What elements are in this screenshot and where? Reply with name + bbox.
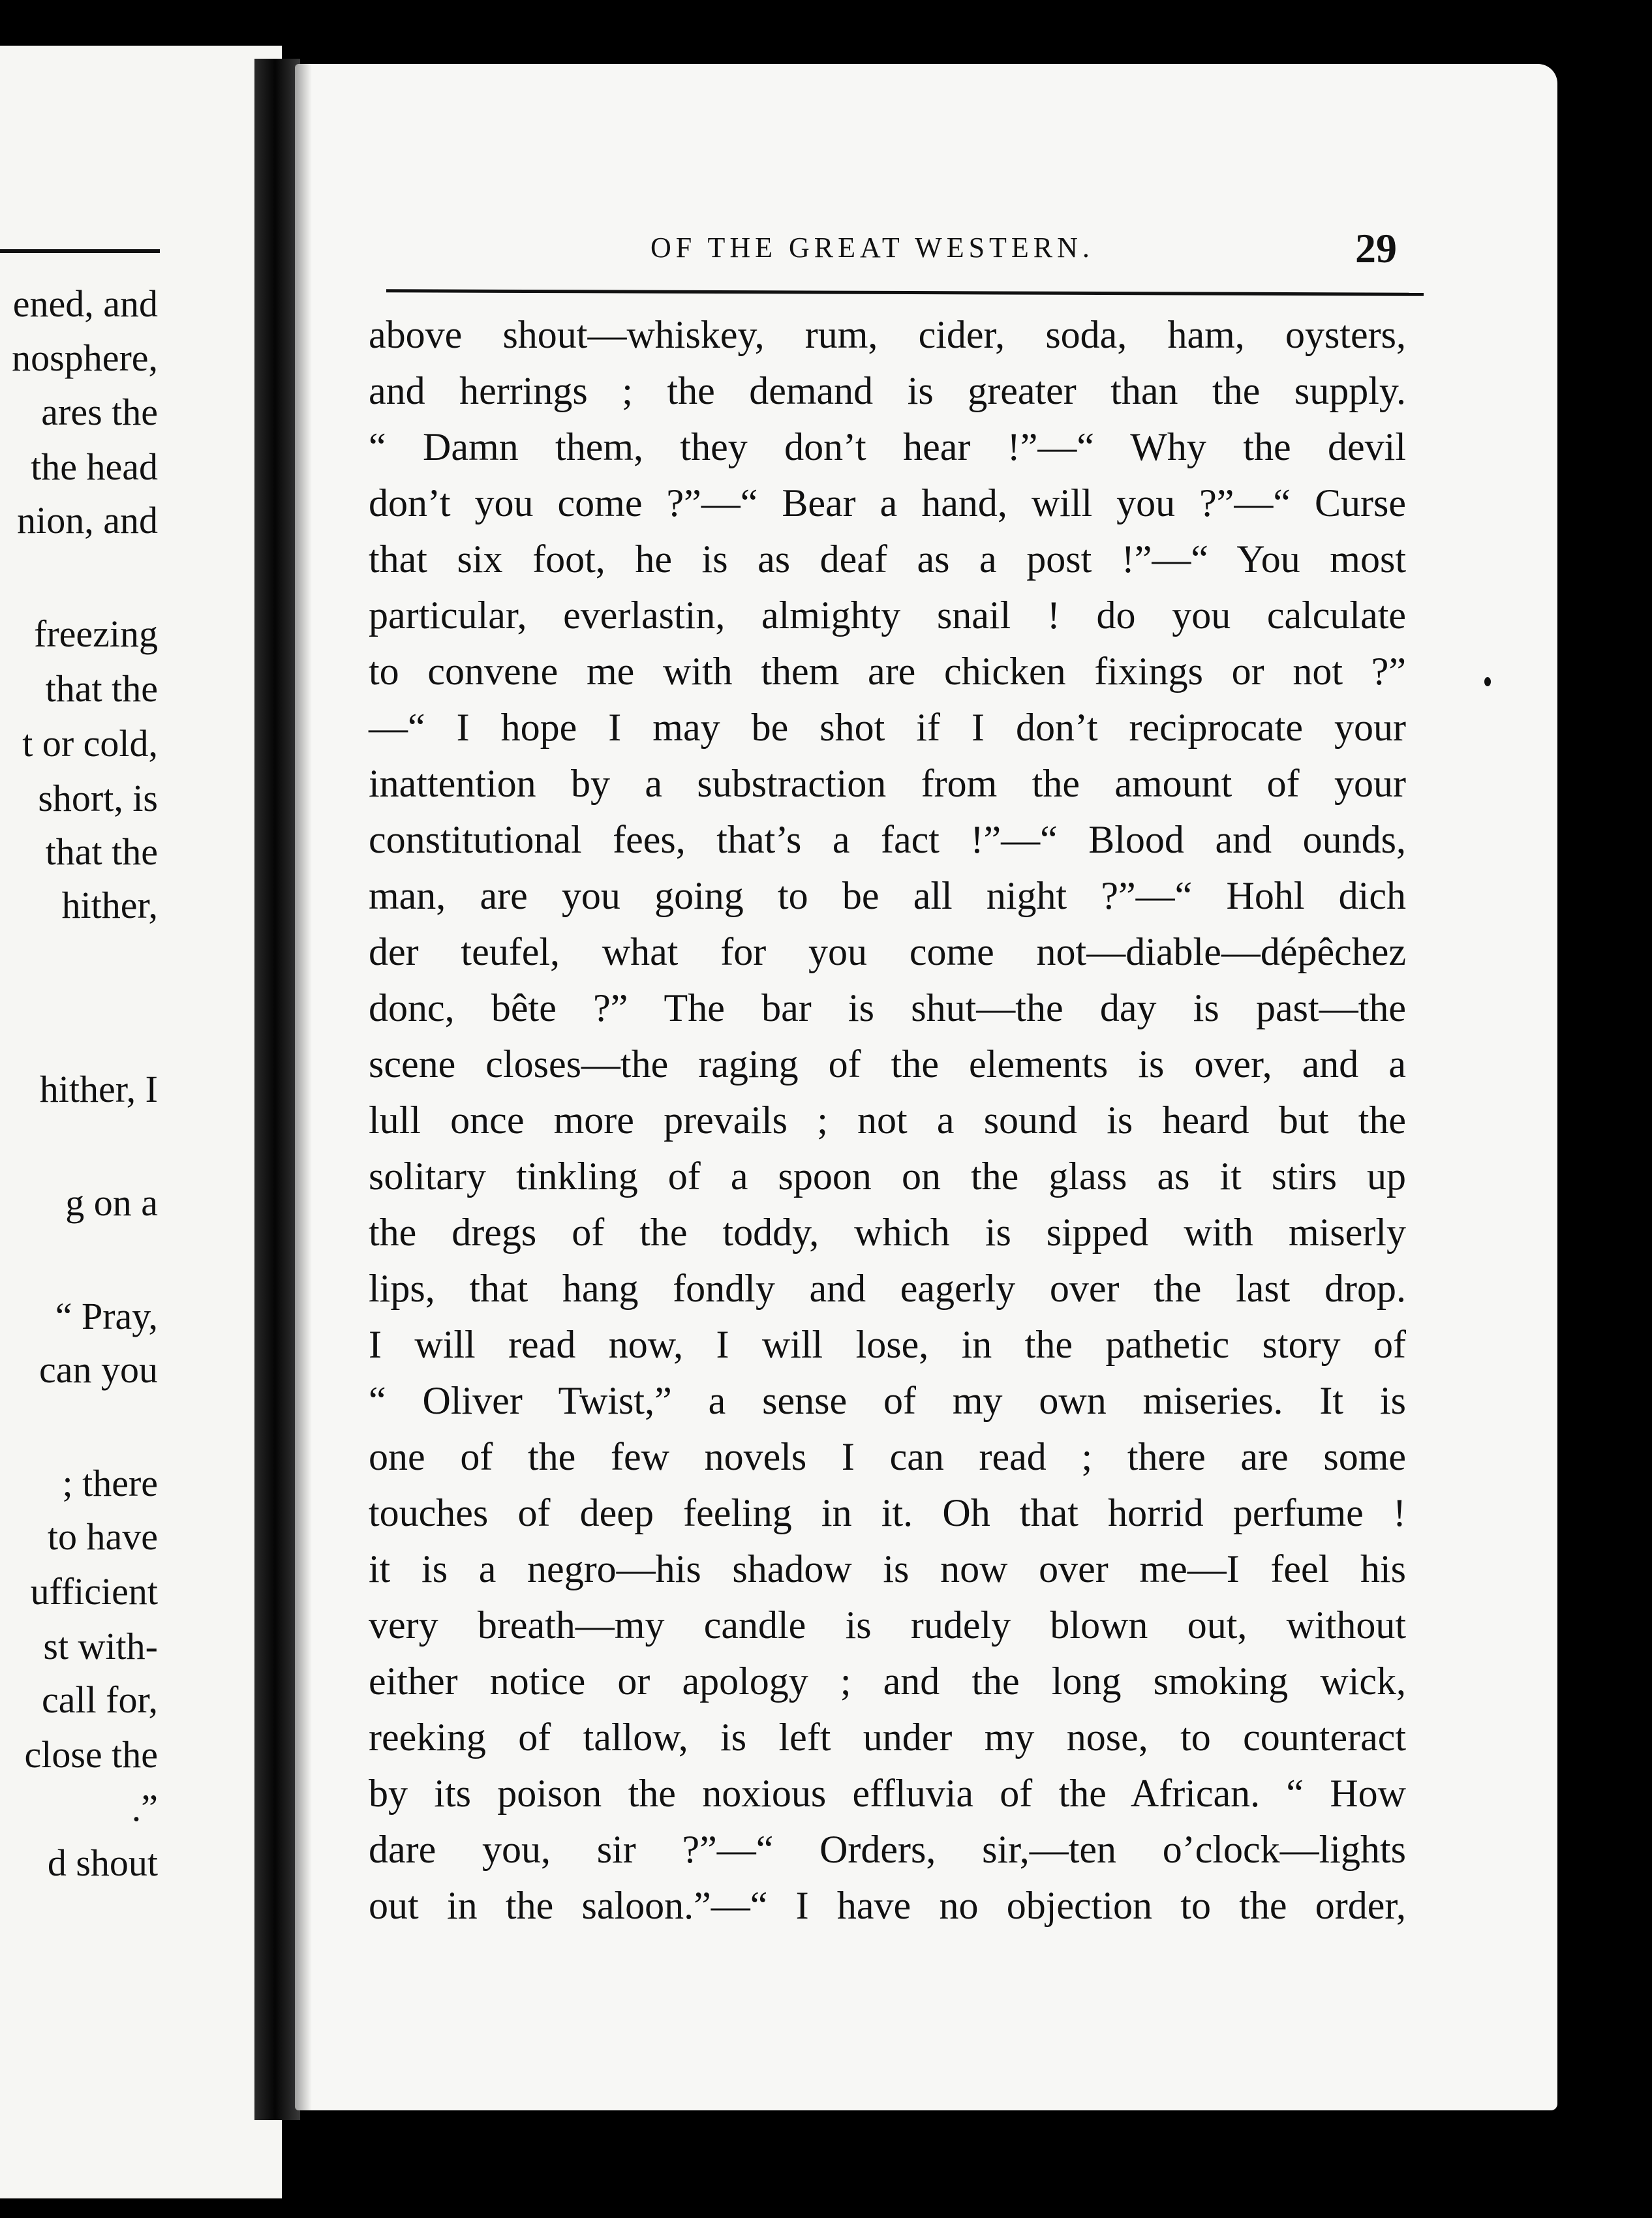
page-number: 29	[1355, 225, 1397, 271]
facing-line: close the	[24, 1733, 158, 1776]
facing-line: hither, I	[39, 1068, 158, 1110]
ink-speck	[1484, 677, 1491, 686]
facing-line: st with-	[43, 1625, 158, 1667]
text-line: the dregs of the toddy, which is sipped with miserly	[369, 1211, 1406, 1254]
text-line: “ Oliver Twist,” a sense of my own miseries. It is	[369, 1379, 1406, 1422]
facing-line: nosphere,	[12, 337, 158, 379]
text-line: either notice or apology ; and the long smoking wick,	[369, 1660, 1406, 1703]
text-line: it is a negro—his shadow is now over me—I feel his	[369, 1547, 1406, 1590]
facing-line: short, is	[38, 777, 158, 819]
text-line: “ Damn them, they don’t hear !”—“ Why the devil	[369, 425, 1406, 468]
text-line: constitutional fees, that’s a fact !”—“ Blood and ounds,	[369, 818, 1406, 861]
text-line: don’t you come ?”—“ Bear a hand, will you ?”—“ Curse	[369, 481, 1406, 524]
facing-line: to have	[47, 1515, 158, 1558]
text-line: man, are you going to be all night ?”—“ Hohl dich	[369, 874, 1406, 917]
book-gutter	[254, 59, 300, 2120]
facing-line: that the	[45, 830, 158, 873]
text-line: inattention by a substraction from the amount of your	[369, 762, 1406, 805]
page-edge-shadow	[295, 64, 312, 2110]
facing-line: that the	[45, 667, 158, 710]
text-line: touches of deep feeling in it. Oh that horrid perfume !	[369, 1491, 1406, 1534]
text-line: very breath—my candle is rudely blown out, without	[369, 1603, 1406, 1647]
text-line: that six foot, he is as deaf as a post !”—“ You most	[369, 538, 1406, 581]
text-line: above shout—whiskey, rum, cider, soda, ham, oysters,	[369, 313, 1406, 356]
facing-line: can you	[39, 1348, 158, 1391]
text-line: lull once more prevails ; not a sound is heard but the	[369, 1099, 1406, 1142]
facing-line: the head	[31, 446, 158, 488]
text-line: I will read now, I will lose, in the pathetic story of	[369, 1323, 1406, 1366]
head-rule	[386, 289, 1424, 296]
text-line: particular, everlastin, almighty snail ! do you calculate	[369, 594, 1406, 637]
facing-line: nion, and	[17, 499, 158, 541]
text-line: by its poison the noxious effluvia of the African. “ How	[369, 1772, 1406, 1815]
text-line: —“ I hope I may be shot if I don’t reciprocate your	[369, 706, 1406, 749]
facing-line: freezing	[34, 613, 158, 655]
text-line: lips, that hang fondly and eagerly over the last drop.	[369, 1267, 1406, 1310]
text-line: dare you, sir ?”—“ Orders, sir,—ten o’clock—lights	[369, 1828, 1406, 1871]
running-head: OF THE GREAT WESTERN.	[650, 232, 1094, 264]
text-line: solitary tinkling of a spoon on the glass as it stirs up	[369, 1155, 1406, 1198]
text-line: to convene me with them are chicken fixings or not ?”	[369, 650, 1406, 693]
facing-line: .”	[131, 1787, 158, 1829]
main-page	[295, 64, 1557, 2110]
facing-line: ufficient	[30, 1570, 158, 1613]
text-line: out in the saloon.”—“ I have no objection to the order,	[369, 1884, 1406, 1927]
text-line: one of the few novels I can read ; there are some	[369, 1435, 1406, 1478]
facing-line: ened, and	[12, 282, 158, 325]
facing-line: d shout	[47, 1842, 158, 1884]
text-line: reeking of tallow, is left under my nose, to counteract	[369, 1716, 1406, 1759]
facing-page	[0, 46, 282, 2198]
text-line: scene closes—the raging of the elements is over, and a	[369, 1042, 1406, 1086]
text-line: and herrings ; the demand is greater than the supply.	[369, 369, 1406, 412]
text-line: donc, bête ?” The bar is shut—the day is past—the	[369, 986, 1406, 1029]
facing-page-head-rule	[0, 249, 160, 253]
facing-line: g on a	[65, 1181, 158, 1224]
facing-line: ; there	[62, 1462, 158, 1504]
facing-line: ares the	[41, 391, 158, 433]
text-line: der teufel, what for you come not—diable—dépêchez	[369, 930, 1406, 973]
facing-line: t or cold,	[22, 722, 158, 765]
facing-line: call for,	[41, 1679, 158, 1721]
facing-line: “ Pray,	[55, 1295, 158, 1337]
body-text	[369, 307, 1471, 1934]
facing-line: hither,	[61, 884, 158, 926]
